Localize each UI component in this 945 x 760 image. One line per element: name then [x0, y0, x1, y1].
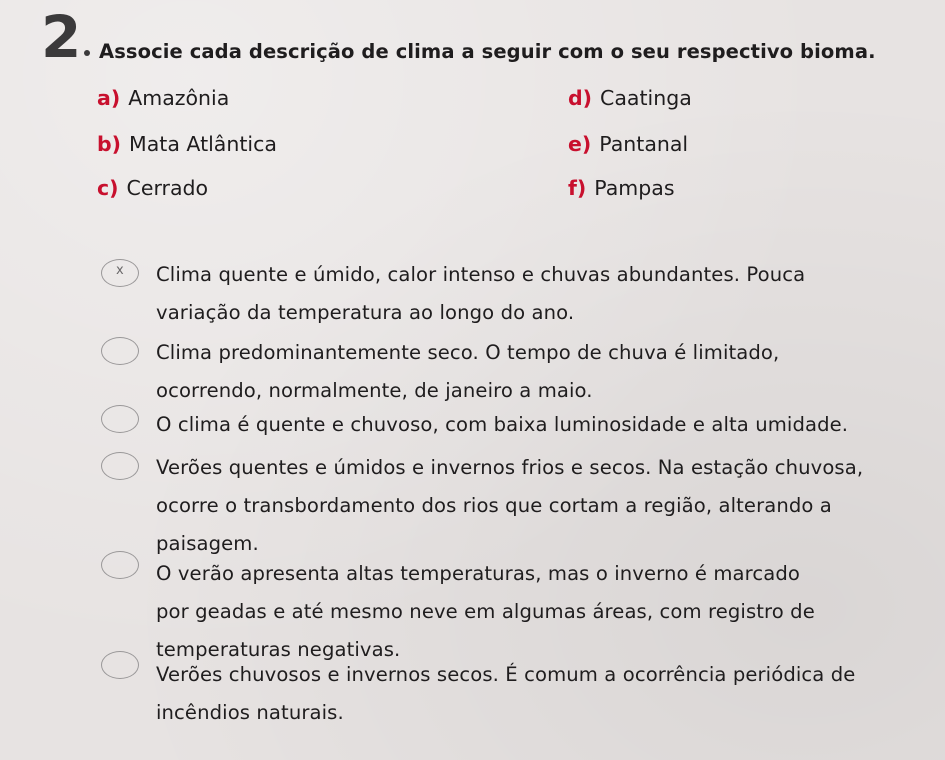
description-line: paisagem. — [156, 532, 259, 555]
biome-letter: d) — [568, 86, 593, 110]
description-line: Clima quente e úmido, calor intenso e chuvas abundantes. Pouca — [156, 263, 806, 286]
answer-circle-6[interactable] — [101, 651, 139, 679]
answer-circle-5[interactable] — [101, 551, 139, 579]
biome-name: Amazônia — [128, 86, 230, 110]
description-item-4 — [156, 449, 926, 563]
description-item-3 — [156, 406, 926, 444]
biome-option-a — [97, 86, 229, 110]
biome-option-f — [568, 176, 675, 200]
answer-circle-2[interactable] — [101, 337, 139, 365]
answer-circle-1[interactable] — [101, 259, 139, 287]
description-line: ocorrendo, normalmente, de janeiro a maio. — [156, 379, 593, 402]
description-line: Verões chuvosos e invernos secos. É comum a ocorrência periódica de — [156, 663, 856, 686]
description-line: O clima é quente e chuvoso, com baixa luminosidade e alta umidade. — [156, 413, 849, 436]
description-line: por geadas e até mesmo neve em algumas áreas, com registro de — [156, 600, 815, 623]
description-item-5 — [156, 555, 926, 669]
description-item-2 — [156, 334, 926, 410]
biome-letter: a) — [97, 86, 121, 110]
biome-letter: e) — [568, 132, 592, 156]
description-line: Clima predominantemente seco. O tempo de chuva é limitado, — [156, 341, 780, 364]
description-item-1 — [156, 256, 926, 332]
biome-option-c — [97, 176, 208, 200]
description-line: Verões quentes e úmidos e invernos frios e secos. Na estação chuvosa, — [156, 456, 864, 479]
question-number: 2 — [41, 3, 82, 71]
biome-letter: f) — [568, 176, 587, 200]
description-item-6 — [156, 656, 926, 732]
description-line: ocorre o transbordamento dos rios que cortam a região, alterando a — [156, 494, 832, 517]
biome-name: Cerrado — [126, 176, 209, 200]
answer-mark: x — [116, 263, 124, 278]
question-instruction: Associe cada descrição de clima a seguir com o seu respectivo bioma. — [99, 40, 876, 63]
biome-name: Mata Atlântica — [129, 132, 277, 156]
number-dot — [84, 50, 90, 56]
biome-option-e — [568, 132, 688, 156]
biome-option-b — [97, 132, 277, 156]
description-line: variação da temperatura ao longo do ano. — [156, 301, 575, 324]
biome-name: Pantanal — [599, 132, 689, 156]
description-line: temperaturas negativas. — [156, 638, 401, 661]
biome-name: Caatinga — [600, 86, 692, 110]
biome-option-d — [568, 86, 692, 110]
description-line: incêndios naturais. — [156, 701, 344, 724]
answer-circle-3[interactable] — [101, 405, 139, 433]
biome-name: Pampas — [594, 176, 675, 200]
answer-circle-4[interactable] — [101, 452, 139, 480]
description-line: O verão apresenta altas temperaturas, mas o inverno é marcado — [156, 562, 800, 585]
biome-letter: b) — [97, 132, 122, 156]
biome-letter: c) — [97, 176, 119, 200]
